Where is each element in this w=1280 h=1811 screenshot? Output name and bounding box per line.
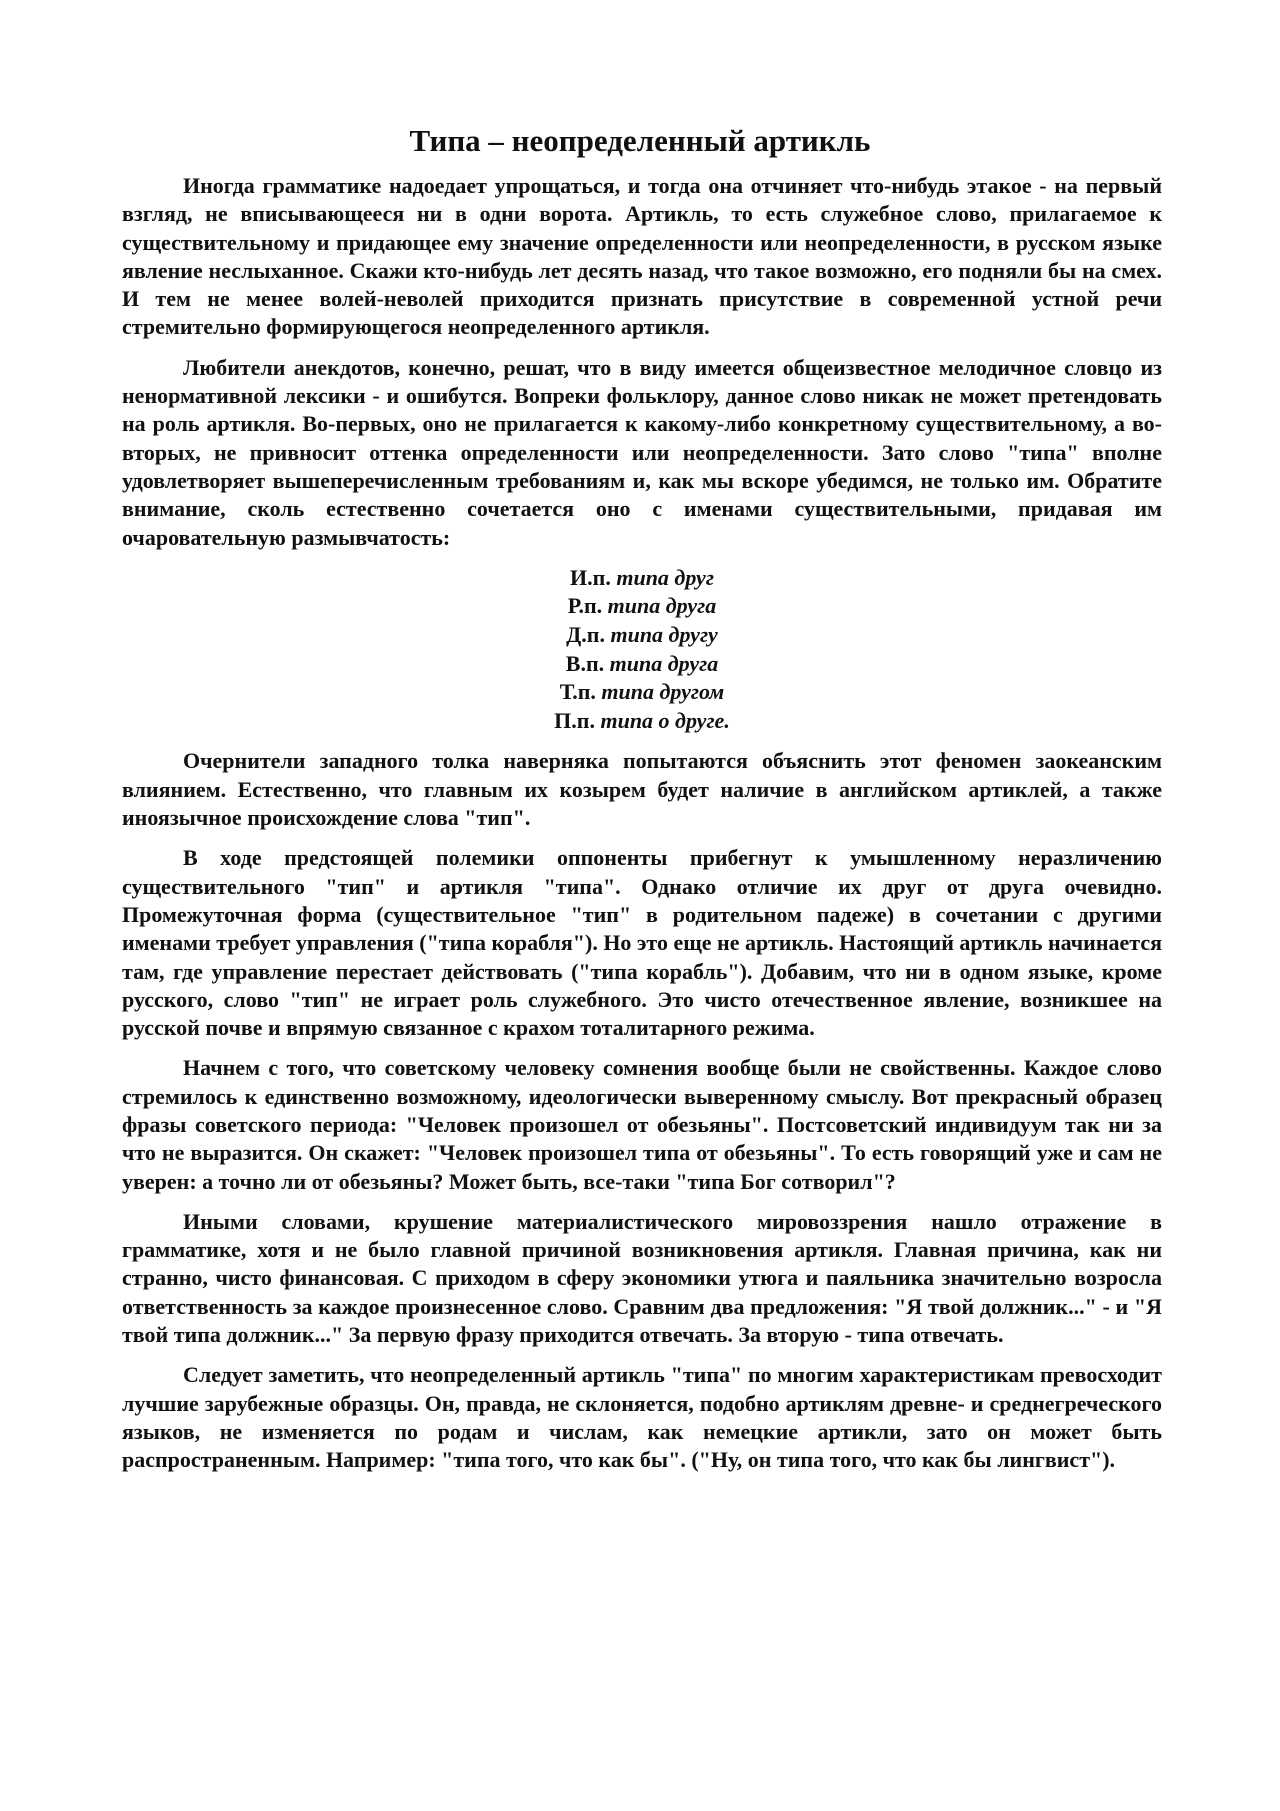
case-label: Т.п. [559, 679, 596, 705]
case-form: типа о друге. [600, 707, 730, 733]
case-form: типа друга [607, 593, 717, 619]
case-line-genitive [122, 592, 1162, 621]
document-title: Типа – неопределенный артикль [409, 123, 871, 158]
case-line-dative [122, 621, 1162, 650]
case-label: В.п. [565, 650, 605, 676]
case-form: типа другом [601, 679, 725, 705]
case-form: типа друг [616, 564, 714, 590]
case-declension-list [122, 564, 1162, 736]
paragraph-main-4: Иными словами, крушение материалистического мировоззрения нашло отражение в грамматике, хотя и не было главной причиной возникновения артикля. Главная причина, как ни странно, чисто финансовая. С приходом в сферу экономики утюга и паяльника значительно возросла ответственность за каждое произнесенное слово. Сравним два предложения: "Я твой должник..." - и "Я твой типа должник..." За первую фразу приходится отвечать. За вторую - типа отвечать. [122, 1208, 1162, 1348]
case-line-accusative [122, 650, 1162, 679]
case-line-instrumental [122, 678, 1162, 707]
case-label: И.п. [570, 564, 611, 590]
case-label: Д.п. [566, 622, 605, 648]
document-body [122, 172, 1162, 1487]
case-line-nominative [122, 564, 1162, 593]
case-form: типа друга [609, 650, 719, 676]
case-line-prepositional [122, 707, 1162, 736]
paragraph-main-5: Следует заметить, что неопределенный артикль "типа" по многим характеристикам превосходит лучшие зарубежные образцы. Он, правда, не склоняется, подобно артиклям древне- и среднегреческого языков, не изменяется по родам и числам, как немецкие артикли, зато он может быть распространенным. Например: "типа того, что как бы". ("Ну, он типа того, что как бы лингвист"). [122, 1362, 1162, 1473]
paragraph-main-1: Очернители западного толка наверняка попытаются объяснить этот феномен заокеанским влиянием. Естественно, что главным их козырем будет наличие в английском артиклей, а также иноязычное происхождение слова "тип". [122, 748, 1162, 831]
case-label: П.п. [554, 707, 595, 733]
paragraph-intro-2: Любители анекдотов, конечно, решат, что в виду имеется общеизвестное мелодичное словцо из ненормативной лексики - и ошибутся. Вопреки фольклору, данное слово никак не может претендовать на роль артикля. Во-первых, оно не прилагается к какому-либо конкретному существительному, а во-вторых, не привносит оттенка определенности или неопределенности. Зато слово "типа" вполне удовлетворяет вышеперечисленным требованиям и, как мы вскоре убедимся, не только им. Обратите внимание, сколь естественно сочетается оно с именами существительными, придавая им очаровательную размывчатость: [122, 354, 1162, 550]
case-label: Р.п. [567, 593, 603, 619]
case-form: типа другу [610, 622, 718, 648]
paragraph-intro-1: Иногда грамматике надоедает упрощаться, и тогда она отчиняет что-нибудь этакое - на первый взгляд, не вписывающееся ни в одни ворота. Артикль, то есть служебное слово, прилагаемое к существительному и придающее ему значение определенности или неопределенности, в русском языке явление неслыханное. Скажи кто-нибудь лет десять назад, что такое возможно, его подняли бы на смех. И тем не менее волей-неволей приходится признать присутствие в современной устной речи стремительно формирующегося неопределенного артикля. [122, 173, 1162, 340]
paragraph-main-2: В ходе предстоящей полемики оппоненты прибегнут к умышленному неразличению существительного "тип" и артикля "типа". Однако отличие их друг от друга очевидно. Промежуточная форма (существительное "тип" в родительном падеже) в сочетании с другими именами требует управления ("типа корабля"). Но это еще не артикль. Настоящий артикль начинается там, где управление перестает действовать ("типа корабль"). Добавим, что ни в одном языке, кроме русского, слово "тип" не играет роль служебного. Это чисто отечественное явление, возникшее на русской почве и впрямую связанное с крахом тоталитарного режима. [122, 845, 1163, 1041]
paragraph-main-3: Начнем с того, что советскому человеку сомнения вообще были не свойственны. Каждое слово стремилось к единственно возможному, идеологически выверенному смыслу. Вот прекрасный образец фразы советского периода: "Человек произошел от обезьяны". Постсоветский индивидуум так ни за что не выразится. Он скажет: "Человек произошел типа от обезьяны". То есть говорящий уже и сам не уверен: а точно ли от обезьяны? Может быть, все-таки "типа Бог сотворил"? [122, 1055, 1162, 1194]
